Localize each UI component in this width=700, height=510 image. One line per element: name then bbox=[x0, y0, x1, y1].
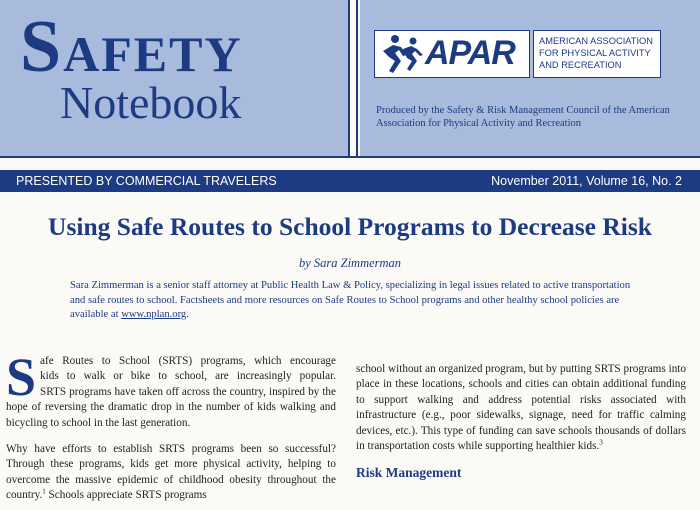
masthead-org-panel bbox=[360, 0, 700, 158]
section-heading-risk-management: Risk Management bbox=[356, 465, 462, 481]
sponsor-banner bbox=[0, 170, 700, 192]
runners-icon bbox=[377, 33, 425, 75]
paragraph bbox=[356, 362, 686, 454]
author-intro-text: Sara Zimmerman is a senior staff attorney at Public Health Law & Policy, specializing in legal issues related to active transportation and safe routes to school. Factsheets and more resources on Safe Routes to School programs and other healthy school policies are available at bbox=[70, 280, 631, 320]
paragraph-text: SRTS programs have taken off across the country, inspired by the hope of reversing the dramatic drop in the number of kids walking and bicycling to school in the last generation. bbox=[6, 385, 336, 429]
masthead-rule bbox=[0, 156, 700, 158]
footnote-ref: 1 bbox=[42, 487, 46, 496]
sponsor-text: PRESENTED BY COMMERCIAL TRAVELERS bbox=[16, 174, 277, 188]
paragraph-line: afe Routes to School (SRTS) programs, which encourage bbox=[40, 355, 336, 367]
paragraph-text: Why have efforts to establish SRTS programs been so successful? Through these programs, kids get more physical activity, helping to overcome the massive epidemic of childhood obesity throughout the country. bbox=[6, 443, 336, 502]
produced-by-text: Produced by the Safety & Risk Management Council of the American Association for Physical Activity and Recreation bbox=[376, 105, 670, 129]
org-name-line: FOR PHYSICAL ACTIVITY bbox=[539, 48, 651, 58]
org-name-line: AND RECREATION bbox=[539, 60, 622, 70]
nplan-link[interactable]: www.nplan.org bbox=[121, 309, 187, 320]
paragraph bbox=[6, 347, 336, 431]
issue-date: November 2011, Volume 16, No. 2 bbox=[491, 174, 682, 188]
paragraph-text: school without an organized program, but by putting SRTS programs into place in these locations, schools and cities can obtain additional funding to support walking and address potential risks associated with infrastructure (e.g., poor sidewalks, signage, need for traffic calming devices, etc.). This type of funding can save schools thousands of dollars in transportation costs while supporting healthier kids. bbox=[356, 363, 686, 453]
masthead-title-panel bbox=[0, 0, 350, 158]
article-column-right bbox=[356, 362, 686, 481]
article-byline: by Sara Zimmerman bbox=[298, 256, 402, 270]
masthead bbox=[0, 0, 700, 158]
masthead-title-safety: SAFETY bbox=[20, 6, 243, 88]
article-headline: Using Safe Routes to School Programs to Decrease Risk bbox=[48, 212, 652, 241]
masthead-title-notebook: Notebook bbox=[60, 77, 242, 128]
logo-wordmark: APAR bbox=[425, 34, 515, 72]
org-name-line: AMERICAN ASSOCIATION bbox=[539, 36, 653, 46]
footnote-ref: 3 bbox=[599, 438, 603, 447]
author-intro bbox=[70, 279, 640, 323]
masthead-divider bbox=[350, 0, 358, 158]
org-name bbox=[533, 30, 661, 78]
drop-cap: S bbox=[6, 347, 37, 407]
article-column-left bbox=[6, 347, 336, 510]
paragraph-line: kids to walk or bike to school, are increasingly popular. bbox=[40, 370, 336, 383]
paragraph-text: Schools appreciate SRTS programs bbox=[45, 489, 207, 502]
aapar-logo bbox=[374, 30, 530, 78]
paragraph bbox=[6, 442, 336, 504]
author-intro-end: . bbox=[186, 309, 189, 320]
